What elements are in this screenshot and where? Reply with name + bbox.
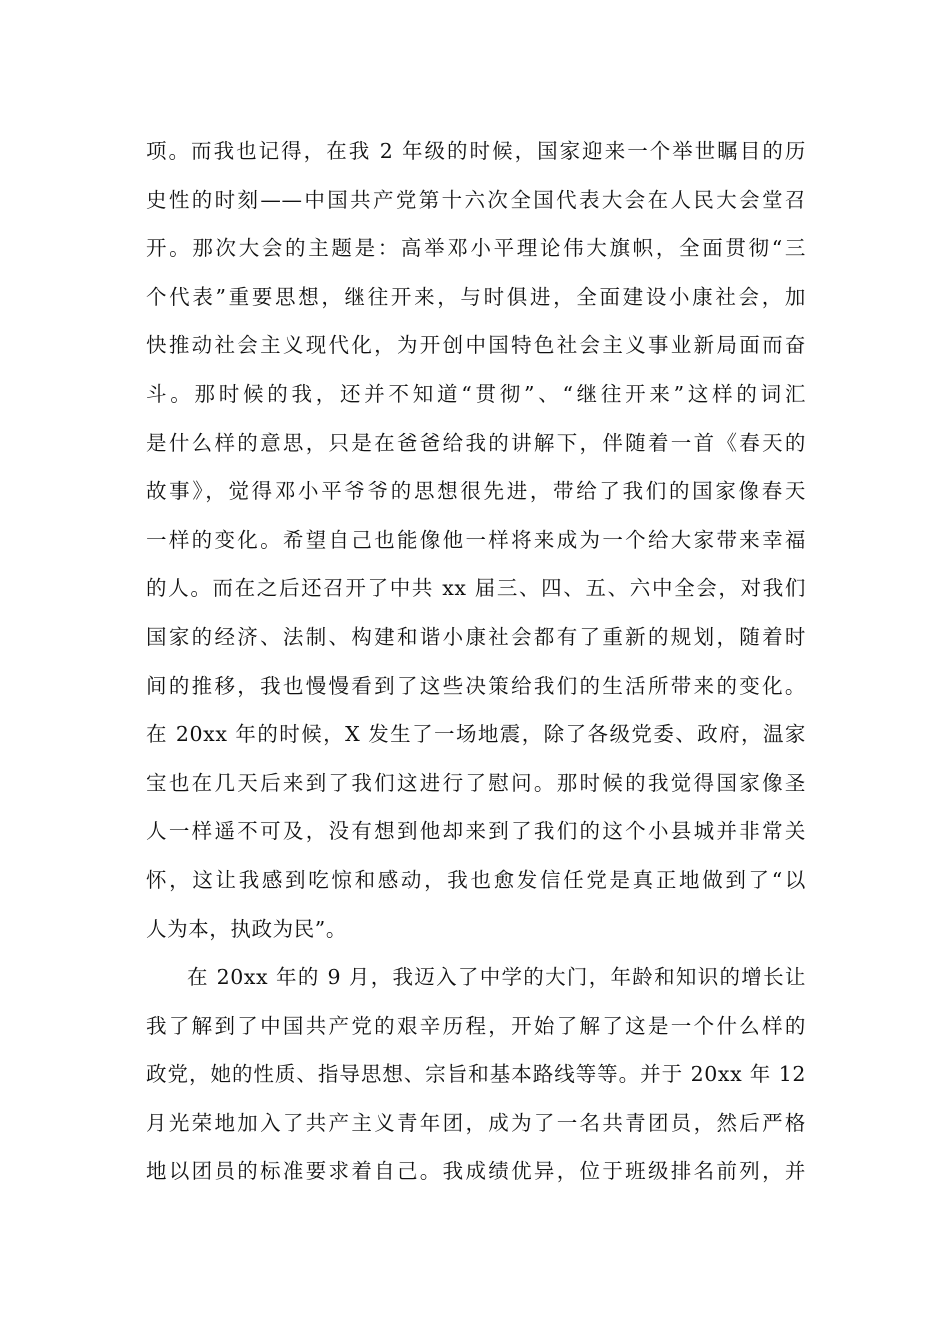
text-line: 间的推移，我也慢慢看到了这些决策给我们的生活所带来的变化。 <box>146 673 806 698</box>
text-line: 政党，她的性质、指导思想、宗旨和基本路线等等。并于 20xx 年 12 <box>146 1062 806 1087</box>
text-line: 一样的变化。希望自己也能像他一样将来成为一个给大家带来幸福 <box>146 527 806 552</box>
text-line: 的人。而在之后还召开了中共 xx 届三、四、五、六中全会，对我们 <box>146 576 806 601</box>
text-line-indented: 在 20xx 年的 9 月，我迈入了中学的大门，年龄和知识的增长让 <box>187 965 806 990</box>
text-line-last: 人为本，执政为民”。 <box>146 916 347 941</box>
text-line: 宝也在几天后来到了我们这进行了慰问。那时候的我觉得国家像圣 <box>146 770 806 795</box>
text-line: 人一样遥不可及，没有想到他却来到了我们的这个小县城并非常关 <box>146 819 806 844</box>
text-line: 怀，这让我感到吃惊和感动，我也愈发信任党是真正地做到了“以 <box>146 867 806 892</box>
text-line: 史性的时刻——中国共产党第十六次全国代表大会在人民大会堂召 <box>146 187 806 212</box>
text-line: 在 20xx 年的时候，X 发生了一场地震，除了各级党委、政府，温家 <box>146 722 806 747</box>
text-line: 个代表”重要思想，继往开来，与时俱进，全面建设小康社会，加 <box>146 284 806 309</box>
text-line: 国家的经济、法制、构建和谐小康社会都有了重新的规划，随着时 <box>146 624 806 649</box>
text-line: 月光荣地加入了共产主义青年团，成为了一名共青团员，然后严格 <box>146 1110 806 1135</box>
text-line: 项。而我也记得，在我 2 年级的时候，国家迎来一个举世瞩目的历 <box>146 139 806 163</box>
text-line: 开。那次大会的主题是：高举邓小平理论伟大旗帜，全面贯彻“三 <box>146 236 806 261</box>
document-body <box>146 127 806 1196</box>
text-line: 是什么样的意思，只是在爸爸给我的讲解下，伴随着一首《春天的 <box>146 430 806 455</box>
text-line: 地以团员的标准要求着自己。我成绩优异，位于班级排名前列，并 <box>146 1159 806 1184</box>
text-line: 我了解到了中国共产党的艰辛历程，开始了解了这是一个什么样的 <box>146 1013 806 1038</box>
text-line: 快推动社会主义现代化，为开创中国特色社会主义事业新局面而奋 <box>146 333 806 358</box>
text-line: 故事》，觉得邓小平爷爷的思想很先进，带给了我们的国家像春天 <box>146 479 806 504</box>
text-line: 斗。那时候的我，还并不知道“贯彻”、“继往开来”这样的词汇 <box>146 381 806 406</box>
